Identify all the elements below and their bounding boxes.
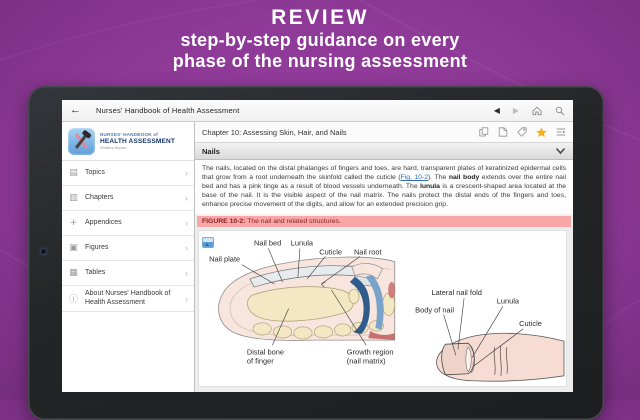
sidebar-item-about[interactable]: [62, 286, 194, 312]
sidebar-menu: [62, 161, 194, 312]
figure-label: Cuticle: [319, 247, 343, 257]
sidebar: [62, 122, 195, 392]
app-screen: [62, 100, 573, 392]
chevron-right-icon: ›: [185, 218, 188, 228]
appendices-icon: +: [69, 218, 78, 228]
app-title: Nurses' Handbook of Health Assessment: [96, 106, 240, 115]
topics-icon: ▤: [69, 168, 78, 178]
figure-label: Nail root: [353, 247, 382, 257]
outline-icon[interactable]: [556, 127, 566, 137]
hero-subtitle-line2: phase of the nursing assessment: [172, 51, 468, 71]
figure-caption-label: FIGURE 10-2:: [202, 218, 246, 225]
figures-icon: ▣: [69, 243, 78, 253]
figure-label: (nail matrix): [346, 356, 386, 366]
figure-caption-text: The nail and related structures.: [247, 218, 341, 225]
chevron-right-icon: ›: [185, 293, 188, 304]
figure-label: Nail bed: [254, 238, 282, 248]
chevron-right-icon: ›: [185, 243, 188, 253]
tag-icon[interactable]: [517, 127, 527, 137]
sidebar-item-label: Tables: [85, 268, 106, 276]
search-icon[interactable]: [555, 106, 565, 116]
figure-label: Lunula: [496, 296, 520, 306]
figure-label: Lunula: [290, 238, 314, 248]
sidebar-item-label: About Nurses' Handbook of Health Assessment: [85, 290, 171, 306]
nail-anatomy-figure: [199, 231, 566, 386]
sidebar-item-label: Topics: [85, 168, 105, 176]
figure-label: Body of nail: [415, 305, 455, 315]
figure-label: Lateral nail fold: [431, 288, 482, 298]
copy-icon[interactable]: [479, 127, 489, 137]
back-arrow-icon[interactable]: ←: [70, 104, 81, 116]
figure-label: of finger: [246, 356, 274, 366]
figure-area: [195, 227, 573, 392]
app-logo[interactable]: [62, 122, 194, 161]
tables-icon: ▦: [69, 268, 78, 278]
figure-label: Distal bone: [246, 347, 285, 357]
section-header-nails[interactable]: [195, 143, 573, 160]
chevron-right-icon: ›: [185, 168, 188, 178]
logo-line2: HEALTH ASSESSMENT: [100, 137, 175, 145]
about-icon: ⓘ: [68, 295, 78, 305]
nav-forward-icon[interactable]: ▶: [512, 106, 519, 115]
figure-label: Cuticle: [519, 318, 542, 328]
hero-subtitle-line1: step-by-step guidance on every: [180, 30, 460, 50]
chevron-down-icon: [555, 147, 566, 155]
sidebar-item-label: Figures: [85, 243, 109, 251]
figure-label: Growth region: [346, 347, 394, 357]
sidebar-item-label: Appendices: [85, 218, 122, 226]
sidebar-item-figures[interactable]: [62, 236, 194, 261]
section-paragraph: The nails, located on the distal phalanges of fingers and toes, are hard, transparent plates of keratinized epidermal cells that grow from a root underneath the skinfold called the cuticle (Fig. 10-2). The nail body extends over the entire nail bed and has a pink tinge as a result of blood vessels underneath. The lunula is a crescent-shaped area located at the base of the nail. It is the visible aspect of the nail matrix. The nails protect the distal ends of the fingers and toes, enhance precise movement of the digits, and allow for an extended precision grip.: [195, 160, 573, 214]
chevron-right-icon: ›: [185, 268, 188, 278]
favorite-star-icon[interactable]: [536, 127, 547, 138]
sidebar-item-tables[interactable]: [62, 261, 194, 286]
sidebar-item-appendices[interactable]: [62, 211, 194, 236]
sidebar-item-topics[interactable]: [62, 161, 194, 186]
note-icon[interactable]: [498, 127, 508, 137]
chapter-header: [195, 122, 573, 143]
sidebar-item-chapters[interactable]: [62, 186, 194, 211]
logo-line3: Wolters Kluwer: [100, 145, 127, 151]
home-icon[interactable]: [532, 106, 542, 116]
enlarge-figure-icon[interactable]: [202, 237, 214, 248]
section-title: Nails: [202, 146, 220, 156]
chapter-title: Chapter 10: Assessing Skin, Hair, and Nails: [202, 127, 347, 137]
chevron-right-icon: ›: [185, 193, 188, 203]
figure-link[interactable]: Fig. 10-2: [400, 174, 429, 181]
tablet-device: [28, 86, 604, 420]
logo-line1: NURSES' HANDBOOK of: [100, 132, 158, 138]
content-panel: [195, 122, 573, 392]
tablet-camera: [41, 249, 46, 254]
app-bar: [62, 100, 573, 122]
app-logo-icon: [68, 128, 95, 155]
sidebar-item-label: Chapters: [85, 193, 114, 201]
nav-back-icon[interactable]: ◀: [493, 106, 500, 115]
figure-caption: [197, 216, 571, 227]
figure-box: [198, 230, 567, 387]
figure-label: Nail plate: [209, 254, 241, 264]
hero-title: REVIEW: [271, 6, 369, 29]
chapters-icon: ▥: [69, 193, 78, 203]
hero-banner: [0, 6, 640, 72]
